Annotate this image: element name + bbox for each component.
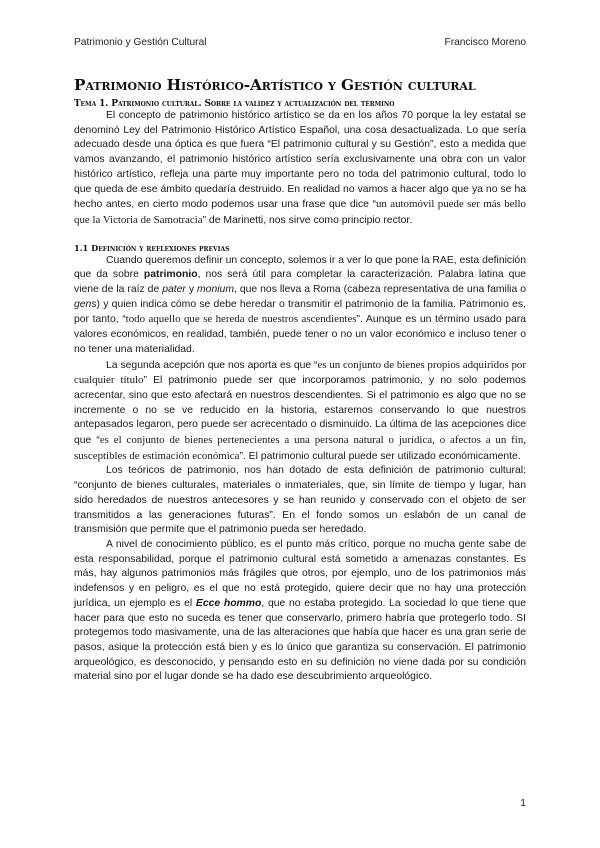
text-run: , que no estaba protegido. La sociedad lo que tiene que hacer para que esto no suceda es tener que conservarlo, primero habría que protegerlo todo. SI protegemos todo masivamente, una de las alteraciones que había que hacer es una gran serie de pasos, asique la protección está bien y es lo único que garantiza su conservación. El patrimonio arqueológico, es desconocido, y pensando esto en su definición no viene dada por su condición material sino por el lugar donde se ha dado ese descubrimiento arqueológico. [74, 597, 526, 683]
header-course-title: Patrimonio y Gestión Cultural [74, 37, 207, 48]
text-run: ” El patrimonio puede ser que incorporamos patrimonio, y no solo podemos acrecentar, sino que esto afectará en nuestros descendientes. Si el patrimonio es algo que no se incremente o no se ve reducido en la historia, estaremos conservando lo que nuestros antepasados legaron, pero puede ser acrecentado o disminuido. La última de las acepciones dice que “ [74, 375, 527, 447]
text-run: ” de Marinetti, nos sirve como principio rector. [202, 214, 413, 226]
text-run: El concepto de patrimonio histórico artístico se da en los años 70 porque la ley estatal se denominó Ley del Patrimonio Histórico Artístico Español, una cosa desactualizada. Lo que sería adecuado desde una óptica es que fuera “El patrimonio cultural y su Gestión”, esto a medida que vamos avanzando, el patrimonio histórico artístico sería exclusivamente una obra con un valor histórico artístico, refleja una parte muy importante pero no toda del patrimonio cultural, todo lo que queda de ese ámbito quedaría destruido. En realidad no vamos a hacer algo que ya no se ha hecho antes, en cierto modo podemos usar una frase que dice “ [74, 110, 526, 211]
paragraph-4 [74, 538, 526, 685]
paragraph-3: Los teóricos de patrimonio, nos han dotado de esta definición de patrimonio cultural: “conjunto de bienes culturales, materiales o inmateriales, que, sin límite de tiempo y lugar, han sido heredados de nuestros antecesores y se han reunido y conservado con el objeto de ser transmitidos a las generaciones futuras”. En el fondo somos un eslabón de un canal de transmisión que permite que el patrimonio pueda ser heredado. [74, 465, 526, 536]
section-heading: 1.1 Definición y reflexiones previas [74, 242, 230, 253]
header-author: Francisco Moreno [444, 37, 526, 48]
italic-term: monium [197, 284, 234, 296]
text-run: , nos será útil para completar la caracterización. Palabra latina que viene de la raíz de [74, 269, 527, 296]
text-run: ”. El patrimonio cultural puede ser utilizado económicamente. [239, 450, 521, 462]
topic-heading: Tema 1. Patrimonio cultural. Sobre la validez y actualización del término [74, 99, 395, 109]
bold-term: patrimonio [143, 269, 198, 281]
quote: un automóvil puede ser más bello que la Victoria de Samotracia [74, 198, 526, 226]
quote: es un conjunto de bienes propios adquiridos por cualquier título [74, 358, 527, 387]
text-run: ) y quien indica cómo se debe heredar o transmitir el patrimonio de la familia. Patrimonio es, por tanto, “ [74, 298, 526, 326]
page-header [74, 37, 526, 51]
text-run: , que nos lleva a Roma (cabeza representativa de una familia o [234, 284, 526, 296]
intro-paragraph [74, 109, 526, 229]
quote: es el conjunto de bienes pertenecientes a una persona natural o jurídica, o afectos a un fin, susceptibles de estimación económica [74, 434, 526, 462]
document-title: Patrimonio Histórico-Artístico y Gestión cultural [74, 76, 476, 94]
text-run: ”. Aunque es un término usado para valores económicos, en realidad, también, puede tener o no un valor económico e incluso tener o no tener una materialidad. [74, 314, 526, 355]
document-body [74, 76, 526, 685]
page-number: 1 [520, 798, 526, 809]
paragraph-1 [74, 254, 526, 358]
text-run: Cuando queremos definir un concepto, solemos ir a ver lo que pone la RAE, esta definición que da sobre [74, 254, 526, 281]
paragraph-2 [74, 358, 526, 465]
quote: todo aquello que se hereda de nuestros ascendientes [125, 313, 357, 326]
bold-italic-term: Ecce hommo [195, 597, 262, 609]
text-run: y [185, 284, 198, 296]
italic-term: gens [74, 298, 97, 310]
italic-term: pater [162, 284, 186, 296]
text-run: La segunda acepción que nos aporta es que “ [106, 359, 318, 371]
text-run: A nivel de conocimiento público, es el punto más crítico, porque no mucha gente sabe de esta responsabilidad, porque el patrimonio cultural está sometido a amenazas constantes. Es más, hay algunos patrimonios más frágiles que otros, por ejemplo, uno de los patrimonios más indefensos y en peligro, es el que no está protegido, quiere decir que no hay una protección jurídica, un ejemplo es el [74, 538, 526, 609]
